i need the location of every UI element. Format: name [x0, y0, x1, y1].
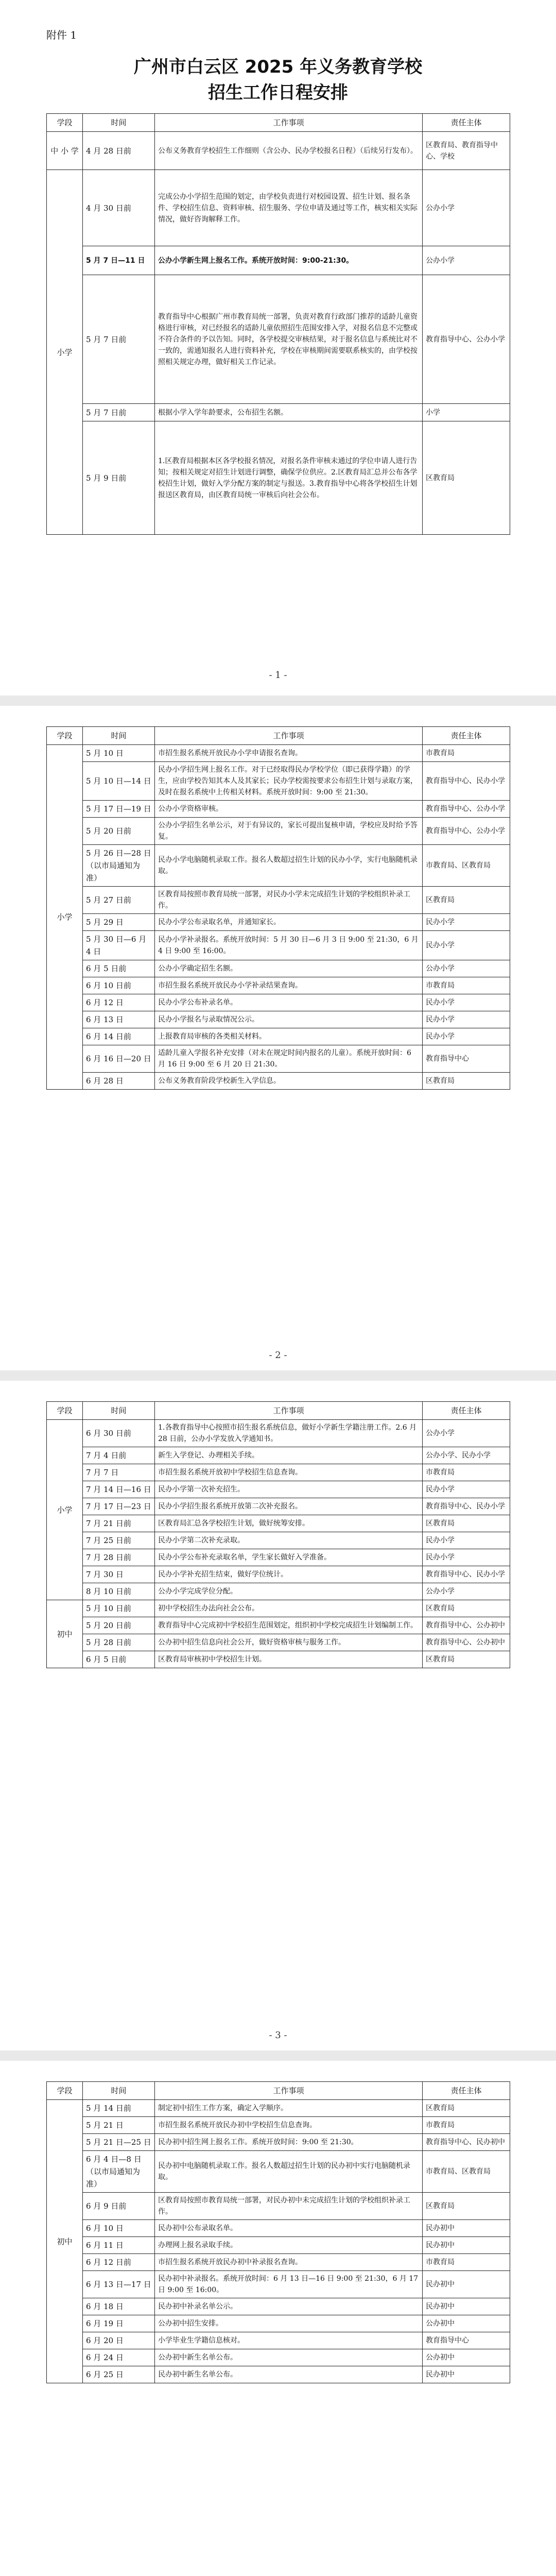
time-cell: 6 月 13 日—17 日 [83, 2271, 155, 2298]
table-row [47, 1515, 510, 1532]
table-row [47, 845, 510, 887]
doc-title-line1: 广州市白云区 2025 年义务教育学校 [133, 57, 423, 77]
time-cell: 6 月 24 日 [83, 2349, 155, 2366]
header-time: 时间 [83, 1402, 155, 1420]
table-row [47, 2193, 510, 2220]
resp-cell: 民办小学 [423, 1028, 510, 1045]
table-row [47, 132, 510, 170]
page-gap [0, 2050, 556, 2061]
header-resp: 责任主体 [423, 2082, 510, 2100]
work-cell: 民办初中招生网上报名工作。系统开放时间：9:00 至 21:30。 [155, 2134, 423, 2151]
work-cell: 初中学校招生办法向社会公布。 [155, 1600, 423, 1617]
page-number: - 3 - [269, 2030, 287, 2041]
resp-cell: 民办小学 [423, 1011, 510, 1028]
work-cell: 民办小学电脑随机录取工作。报名人数超过招生计划的民办小学，实行电脑随机录取。 [155, 845, 423, 887]
stage-cell: 初中 [47, 2100, 83, 2383]
table-row [47, 1447, 510, 1464]
table-row [47, 2298, 510, 2315]
resp-cell: 市教育局 [423, 2117, 510, 2134]
resp-cell: 教育指导中心 [423, 1045, 510, 1073]
resp-cell: 民办初中 [423, 2298, 510, 2315]
table-row [47, 1634, 510, 1651]
resp-cell: 民办初中 [423, 2220, 510, 2237]
work-cell: 区教育局审核初中学校招生计划。 [155, 1651, 423, 1668]
time-cell: 7 月 21 日前 [83, 1515, 155, 1532]
table-row [47, 404, 510, 421]
page-number: - 2 - [269, 1350, 287, 1361]
work-cell: 民办初中公布录取名单。 [155, 2220, 423, 2237]
time-cell: 4 月 30 日前 [83, 170, 155, 246]
time-cell: 6 月 16 日—20 日 [83, 1045, 155, 1073]
table-row [47, 1011, 510, 1028]
resp-cell: 市教育局 [423, 977, 510, 994]
time-cell: 7 月 25 日前 [83, 1532, 155, 1549]
table-row [47, 1532, 510, 1549]
work-cell: 民办小学公布补充录取名单，学生家长做好入学准备。 [155, 1549, 423, 1566]
work-cell: 小学毕业生学籍信息核对。 [155, 2332, 423, 2349]
resp-cell: 民办小学 [423, 994, 510, 1011]
time-cell: 5 月 30 日—6 月 4 日 [83, 931, 155, 960]
time-cell: 6 月 28 日 [83, 1073, 155, 1090]
work-cell: 公办小学确定招生名额。 [155, 960, 423, 977]
work-cell: 民办初中补录名单公示。 [155, 2298, 423, 2315]
table-row [47, 2332, 510, 2349]
header-time: 时间 [83, 2082, 155, 2100]
stage-cell: 小学 [47, 1420, 83, 1600]
table-row [47, 887, 510, 914]
time-cell: 8 月 10 日前 [83, 1583, 155, 1600]
table-row [47, 170, 510, 246]
table-row [47, 2315, 510, 2332]
resp-cell: 教育指导中心、民办小学 [423, 1498, 510, 1515]
time-cell: 6 月 4 日—8 日（以市局通知为准） [83, 2151, 155, 2193]
time-cell: 6 月 12 日 [83, 994, 155, 1011]
resp-cell: 教育指导中心、公办初中 [423, 1617, 510, 1634]
resp-cell: 市教育局 [423, 1464, 510, 1481]
header-work: 工作事项 [155, 114, 423, 132]
table-row [47, 1600, 510, 1617]
work-cell: 市招生报名系统开放民办初中学校招生信息查询。 [155, 2117, 423, 2134]
time-cell: 5 月 7 日前 [83, 404, 155, 421]
time-cell: 7 月 28 日前 [83, 1549, 155, 1566]
resp-cell: 公办初中 [423, 2315, 510, 2332]
time-cell: 5 月 7 日前 [83, 275, 155, 404]
resp-cell: 区教育局 [423, 421, 510, 535]
resp-cell: 教育指导中心 [423, 2332, 510, 2349]
time-cell: 6 月 11 日 [83, 2237, 155, 2254]
time-cell: 6 月 18 日 [83, 2298, 155, 2315]
work-cell: 区教育局按照市教育局统一部署，对民办初中未完成招生计划的学校组织补录工作。 [155, 2193, 423, 2220]
table-row [47, 275, 510, 404]
header-time: 时间 [83, 727, 155, 745]
resp-cell: 教育指导中心、公办小学 [423, 275, 510, 404]
work-cell: 民办小学第二次补充录取。 [155, 1532, 423, 1549]
table-row [47, 1583, 510, 1600]
stage-cell: 小学 [47, 170, 83, 535]
schedule-table-page4 [46, 2081, 510, 2383]
time-cell: 6 月 25 日 [83, 2366, 155, 2383]
table-row [47, 914, 510, 931]
resp-cell: 民办小学 [423, 1532, 510, 1549]
work-cell: 民办初中电脑随机录取工作。报名人数超过招生计划的民办初中实行电脑随机录取。 [155, 2151, 423, 2193]
time-cell: 4 月 28 日前 [83, 132, 155, 170]
work-cell: 民办小学公布录取名单，并通知家长。 [155, 914, 423, 931]
table-row [47, 994, 510, 1011]
time-cell: 5 月 10 日 [83, 745, 155, 762]
work-cell: 公办小学完成学位分配。 [155, 1583, 423, 1600]
header-stage: 学段 [47, 114, 83, 132]
work-cell: 区教育局按照市教育局统一部署，对民办小学未完成招生计划的学校组织补录工作。 [155, 887, 423, 914]
stage-cell: 初中 [47, 1600, 83, 1668]
schedule-table-page3 [46, 1401, 510, 1668]
time-cell: 5 月 17 日—19 日 [83, 801, 155, 818]
time-cell: 7 月 7 日 [83, 1464, 155, 1481]
work-cell: 公办小学招生名单公示，对于有异议的，家长可提出复核申请，学校应及时给予答复。 [155, 818, 423, 845]
resp-cell: 民办小学 [423, 1481, 510, 1498]
header-stage: 学段 [47, 1402, 83, 1420]
resp-cell: 教育指导中心、公办初中 [423, 1634, 510, 1651]
table-row [47, 2117, 510, 2134]
page-4 [0, 2061, 556, 2576]
resp-cell: 市教育局、区教育局 [423, 845, 510, 887]
work-cell: 完成公办小学招生范围的划定，由学校负责进行对校园设置、招生计划、报名条件、学校招生信息、资料审核、招生服务、学位申请及通过等工作，核实相关实际情况，做好咨询解释工作。 [155, 170, 423, 246]
resp-cell: 教育指导中心、民办小学 [423, 762, 510, 801]
time-text: 5 月 7 日—11 日 [86, 257, 145, 265]
time-cell: 6 月 9 日前 [83, 2193, 155, 2220]
table-row [47, 1028, 510, 1045]
table-row [47, 1481, 510, 1498]
schedule-table-page1 [46, 113, 510, 535]
work-cell: 1.各教育指导中心按照市招生报名系统信息，做好小学新生学籍注册工作。2.6 月 28 日前，公办小学发放入学通知书。 [155, 1420, 423, 1447]
table-row [47, 1651, 510, 1668]
table-row [47, 246, 510, 275]
work-cell: 公办初中招生信息向社会公开，做好资格审核与服务工作。 [155, 1634, 423, 1651]
doc-title-line2: 招生工作日程安排 [208, 82, 348, 103]
resp-cell: 区教育局 [423, 2193, 510, 2220]
work-cell: 民办小学招生报名系统开放第二次补充报名。 [155, 1498, 423, 1515]
work-cell: 民办小学补充招生结束，做好学位统计。 [155, 1566, 423, 1583]
table-row [47, 1073, 510, 1090]
table-row [47, 2134, 510, 2151]
work-cell: 办理网上报名录取手续。 [155, 2237, 423, 2254]
time-cell: 6 月 5 日前 [83, 1651, 155, 1668]
table-row [47, 762, 510, 801]
resp-cell: 民办初中 [423, 2271, 510, 2298]
resp-cell: 民办小学 [423, 931, 510, 960]
resp-cell: 区教育局 [423, 887, 510, 914]
page-gap [0, 696, 556, 706]
resp-cell: 民办初中 [423, 2366, 510, 2383]
resp-cell: 公办小学 [423, 1583, 510, 1600]
table-row [47, 2254, 510, 2271]
resp-cell: 公办小学 [423, 246, 510, 275]
work-cell: 新生入学登记、办理相关手续。 [155, 1447, 423, 1464]
work-cell: 根据小学入学年龄要求，公布招生名额。 [155, 404, 423, 421]
stage-cell: 中 小 学 [47, 132, 83, 170]
work-cell: 民办小学补录报名。系统开放时间：5 月 30 日—6 月 3 日 9:00 至 21:30，6 月 4 日 9:00 至 16:00。 [155, 931, 423, 960]
resp-cell: 教育指导中心、公办小学 [423, 818, 510, 845]
work-cell: 民办小学招生网上报名工作。对于已经取得民办学校学位（即已获得学籍）的学生，应由学校告知其本人及其家长；民办学校需按要求公布招生计划与录取方案，及时在报名系统中上传相关材料。系统开放时间：9:00 至 21:30。 [155, 762, 423, 801]
time-cell: 5 月 21 日 [83, 2117, 155, 2134]
resp-cell: 区教育局 [423, 1651, 510, 1668]
table-row [47, 421, 510, 535]
time-cell: 7 月 14 日—16 日 [83, 1481, 155, 1498]
doc-title [0, 54, 556, 106]
time-cell: 7 月 4 日前 [83, 1447, 155, 1464]
resp-cell: 市教育局、区教育局 [423, 2151, 510, 2193]
table-row [47, 2237, 510, 2254]
table-row [47, 2220, 510, 2237]
time-cell: 5 月 9 日前 [83, 421, 155, 535]
time-cell: 5 月 21 日—25 日 [83, 2134, 155, 2151]
table-row [47, 2151, 510, 2193]
work-cell: 公布义务教育阶段学校新生入学信息。 [155, 1073, 423, 1090]
header-work: 工作事项 [155, 1402, 423, 1420]
resp-cell: 区教育局 [423, 1515, 510, 1532]
table-row [47, 1617, 510, 1634]
work-cell: 市招生报名系统开放民办小学补录结果查询。 [155, 977, 423, 994]
page-gap [0, 1370, 556, 1381]
stage-cell: 小学 [47, 745, 83, 1090]
resp-cell: 教育指导中心、民办初中 [423, 2134, 510, 2151]
resp-cell: 小学 [423, 404, 510, 421]
table-row [47, 1566, 510, 1583]
time-cell: 6 月 14 日前 [83, 1028, 155, 1045]
work-cell: 市招生报名系统开放民办初中补录报名查询。 [155, 2254, 423, 2271]
table-row [47, 1420, 510, 1447]
work-cell: 教育指导中心根据广州市教育局统一部署，负责对教育行政部门推荐的适龄儿童资格进行审核，对已经报名的适龄儿童依照招生范围安排入学，对报名信息不完整或不符合条件的予以告知。同时，各学校提交审核结果，对于报名信息与系统比对不一致的，需通知报名人进行资料补充，学校在审核期间需要联系核实的，由学校按照相关规定办理，做好相关工作记录。 [155, 275, 423, 404]
work-cell: 公办初中招生安排。 [155, 2315, 423, 2332]
work-cell: 教育指导中心完成初中学校招生范围划定，组织初中学校完成招生计划编制工作。 [155, 1617, 423, 1634]
resp-cell: 市教育局 [423, 2254, 510, 2271]
header-resp: 责任主体 [423, 1402, 510, 1420]
header-resp: 责任主体 [423, 114, 510, 132]
work-cell: 公布义务教育学校招生工作细则（含公办、民办学校报名日程）（后续另行发布）。 [155, 132, 423, 170]
header-stage: 学段 [47, 727, 83, 745]
table-row [47, 960, 510, 977]
work-cell: 民办初中补录报名。系统开放时间：6 月 13 日—16 日 9:00 至 21:30，6 月 17 日 9:00 至 16:00。 [155, 2271, 423, 2298]
work-text: 公办小学新生网上报名工作。系统开放时间：9:00-21:30。 [158, 256, 354, 265]
table-row [47, 2271, 510, 2298]
work-cell: 民办小学第一次补充招生。 [155, 1481, 423, 1498]
table-row [47, 1464, 510, 1481]
table-row [47, 745, 510, 762]
table-row [47, 977, 510, 994]
work-cell: 公办小学资格审核。 [155, 801, 423, 818]
table-header [47, 114, 510, 132]
resp-cell: 公办小学 [423, 960, 510, 977]
time-cell: 6 月 12 日前 [83, 2254, 155, 2271]
time-cell: 6 月 13 日 [83, 1011, 155, 1028]
header-resp: 责任主体 [423, 727, 510, 745]
resp-cell: 民办小学 [423, 1549, 510, 1566]
resp-cell: 区教育局 [423, 1600, 510, 1617]
header-work: 工作事项 [155, 2082, 423, 2100]
time-cell: 5 月 10 日—14 日 [83, 762, 155, 801]
schedule-table-page2 [46, 726, 510, 1090]
table-row [47, 818, 510, 845]
resp-cell: 民办小学 [423, 914, 510, 931]
page-2 [0, 706, 556, 1370]
work-cell: 市招生报名系统开放民办小学申请报名查询。 [155, 745, 423, 762]
resp-cell: 公办小学、民办小学 [423, 1447, 510, 1464]
resp-cell: 区教育局 [423, 2100, 510, 2117]
time-cell: 5 月 29 日 [83, 914, 155, 931]
table-row [47, 801, 510, 818]
time-cell: 5 月 10 日前 [83, 1600, 155, 1617]
work-cell: 公办初中新生名单公布。 [155, 2349, 423, 2366]
time-cell: 5 月 26 日—28 日（以市局通知为准） [83, 845, 155, 887]
page-1 [0, 0, 556, 696]
work-cell: 市招生报名系统开放初中学校招生信息查询。 [155, 1464, 423, 1481]
work-cell [155, 246, 423, 275]
time-cell: 5 月 20 日前 [83, 1617, 155, 1634]
table-header [47, 1402, 510, 1420]
table-row [47, 1045, 510, 1073]
header-work: 工作事项 [155, 727, 423, 745]
work-cell: 上报教育局审核的各类相关材料。 [155, 1028, 423, 1045]
resp-cell: 市教育局 [423, 745, 510, 762]
time-cell: 6 月 5 日前 [83, 960, 155, 977]
resp-cell: 公办小学 [423, 170, 510, 246]
work-cell: 区教育局汇总各学校招生计划，做好统筹安排。 [155, 1515, 423, 1532]
resp-cell: 区教育局 [423, 1073, 510, 1090]
time-cell: 5 月 14 日前 [83, 2100, 155, 2117]
table-header [47, 2082, 510, 2100]
table-row [47, 1549, 510, 1566]
time-cell: 6 月 10 日 [83, 2220, 155, 2237]
table-header [47, 727, 510, 745]
resp-cell: 教育指导中心、公办小学 [423, 801, 510, 818]
time-cell: 5 月 27 日前 [83, 887, 155, 914]
page-number: - 1 - [269, 670, 287, 681]
work-cell: 民办小学公布补录名单。 [155, 994, 423, 1011]
resp-cell: 区教育局、教育指导中心、学校 [423, 132, 510, 170]
time-cell [83, 246, 155, 275]
header-time: 时间 [83, 114, 155, 132]
work-cell: 民办初中新生名单公布。 [155, 2366, 423, 2383]
resp-cell: 公办初中 [423, 2349, 510, 2366]
time-cell: 6 月 19 日 [83, 2315, 155, 2332]
time-cell: 6 月 20 日 [83, 2332, 155, 2349]
table-row [47, 2100, 510, 2117]
resp-cell: 教育指导中心、民办小学 [423, 1566, 510, 1583]
time-cell: 7 月 17 日—23 日 [83, 1498, 155, 1515]
work-cell: 1.区教育局根据本区各学校报名情况，对报名条件审核未通过的学位申请人进行告知；按相关规定对招生计划进行调整，确保学位供应。2.区教育局汇总并公布各学校招生计划，做好入学分配方案的制定与报送。3.教育指导中心将各学校招生计划报送区教育局，由区教育局统一审核后向社会公布。 [155, 421, 423, 535]
table-row [47, 2349, 510, 2366]
time-cell: 6 月 10 日前 [83, 977, 155, 994]
resp-cell: 公办小学 [423, 1420, 510, 1447]
time-cell: 5 月 20 日前 [83, 818, 155, 845]
table-row [47, 1498, 510, 1515]
time-cell: 6 月 30 日前 [83, 1420, 155, 1447]
table-row [47, 931, 510, 960]
header-stage: 学段 [47, 2082, 83, 2100]
table-row [47, 2366, 510, 2383]
work-cell: 适龄儿童入学报名补充安排（对未在规定时间内报名的儿童）。系统开放时间：6 月 16 日 9:00 至 6 月 20 日 21:30。 [155, 1045, 423, 1073]
work-cell: 制定初中招生工作方案，确定入学顺序。 [155, 2100, 423, 2117]
annex-label: 附件 1 [46, 29, 77, 41]
time-cell: 7 月 30 日 [83, 1566, 155, 1583]
resp-cell: 民办初中 [423, 2237, 510, 2254]
time-cell: 5 月 28 日前 [83, 1634, 155, 1651]
page-3 [0, 1381, 556, 2050]
work-cell: 民办小学报名与录取情况公示。 [155, 1011, 423, 1028]
